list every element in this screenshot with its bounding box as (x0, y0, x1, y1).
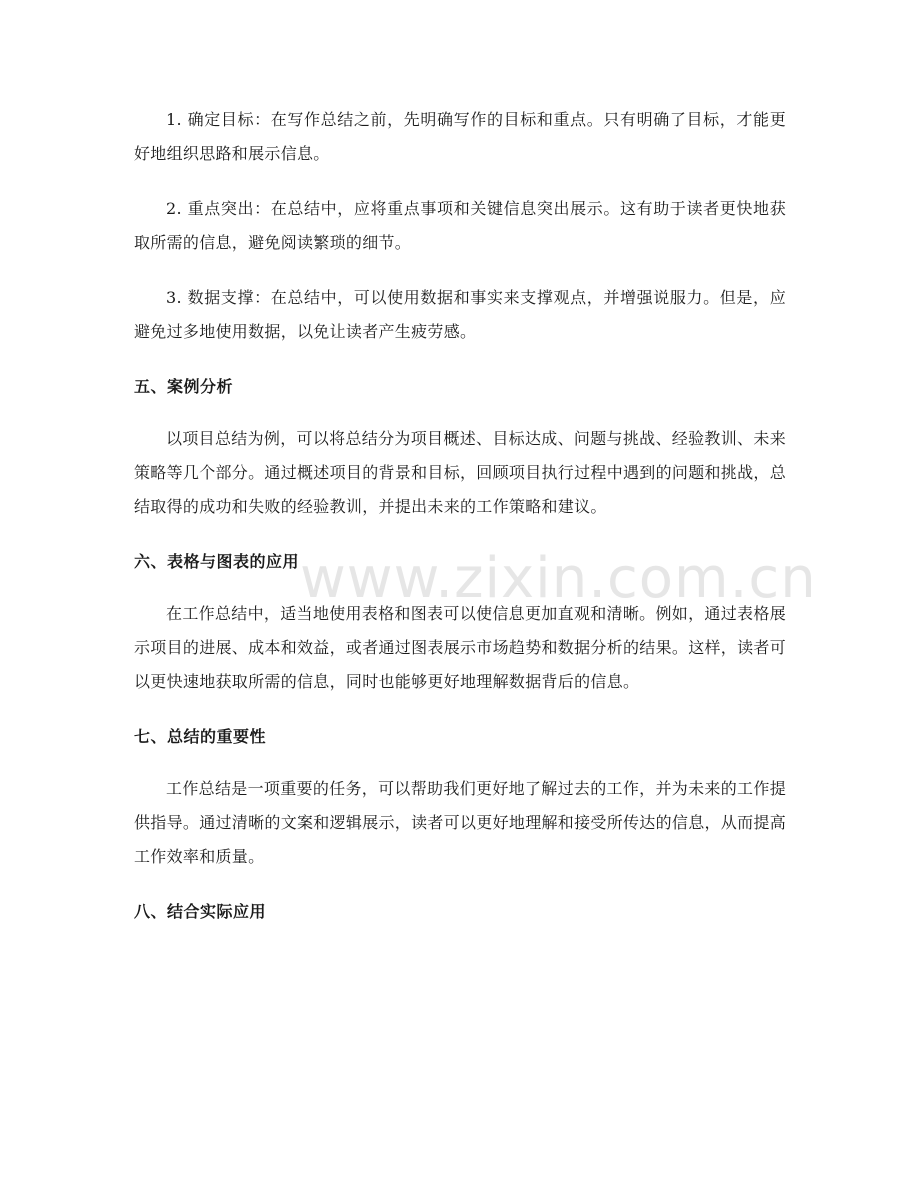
heading-case-analysis: 五、案例分析 (134, 377, 234, 396)
paragraph-case-analysis: 以项目总结为例，可以将总结分为项目概述、目标达成、问题与挑战、经验教训、未来策略等几个部分。通过概述项目的背景和目标，回顾项目执行过程中遇到的问题和挑战，总结取得的成功和失败的经验教训，并提出未来的工作策略和建议。 (134, 429, 787, 516)
heading-practical-application: 八、结合实际应用 (134, 902, 267, 921)
paragraph-tables-charts: 在工作总结中，适当地使用表格和图表可以使信息更加直观和清晰。例如，通过表格展示项目的进展、成本和效益，或者通过图表展示市场趋势和数据分析的结果。这样，读者可以更快速地获取所需的信息，同时也能够更好地理解数据背后的信息。 (134, 604, 787, 691)
paragraph-data-support: 3. 数据支撑：在总结中，可以使用数据和事实来支撑观点，并增强说服力。但是，应避免过多地使用数据，以免让读者产生疲劳感。 (134, 288, 786, 341)
paragraph-highlight: 2. 重点突出：在总结中，应将重点事项和关键信息突出展示。这有助于读者更快地获取所需的信息，避免阅读繁琐的细节。 (134, 199, 786, 252)
watermark: www.zixin.com.cn (300, 546, 817, 611)
heading-importance: 七、总结的重要性 (134, 727, 267, 746)
paragraph-goal: 1. 确定目标：在写作总结之前，先明确写作的目标和重点。只有明确了目标，才能更好地组织思路和展示信息。 (134, 110, 786, 163)
paragraph-importance: 工作总结是一项重要的任务，可以帮助我们更好地了解过去的工作，并为未来的工作提供指导。通过清晰的文案和逻辑展示，读者可以更好地理解和接受所传达的信息，从而提高工作效率和质量。 (134, 779, 787, 866)
document-body (134, 103, 786, 947)
heading-tables-charts: 六、表格与图表的应用 (134, 552, 300, 571)
